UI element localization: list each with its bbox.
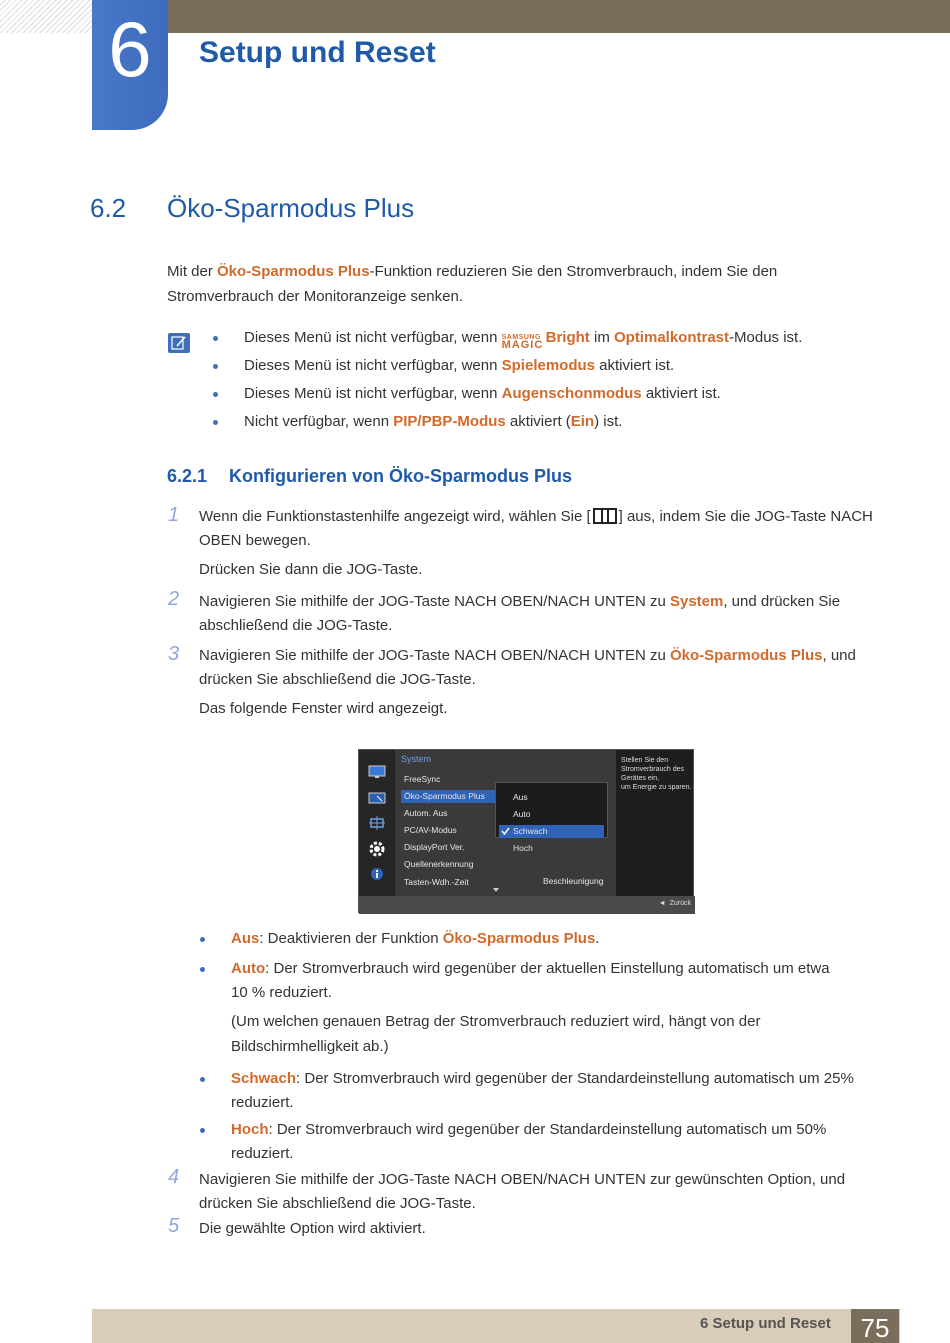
note-4-post: ) ist. [594, 413, 623, 430]
note-3 [244, 381, 721, 406]
option-schwach-text: : Der Stromverbrauch wird gegenüber der Standardeinstellung automatisch um 25% [296, 1070, 854, 1087]
bullet-icon [200, 937, 205, 942]
magic-top: SAMSUNG [501, 334, 541, 341]
note-4-hl2: Ein [570, 413, 595, 430]
page-number: 75 [860, 1313, 890, 1343]
note-icon [168, 333, 190, 353]
bullet-icon [200, 1128, 205, 1133]
bullet-icon [200, 967, 205, 972]
check-icon [501, 827, 510, 835]
back-arrow-icon: ◄ [658, 900, 670, 907]
option-hoch [231, 1117, 826, 1142]
step-3-line-2: drücken Sie abschließend die JOG-Taste. [199, 671, 476, 688]
step-4-line-2: drücken Sie abschließend die JOG-Taste. [199, 1195, 476, 1212]
step-5-line-1: Die gewählte Option wird aktiviert. [199, 1220, 426, 1237]
osd-item[interactable]: FreeSync [404, 774, 441, 784]
step-2-hl: System [669, 593, 724, 610]
note-4-pre: Nicht verfügbar, wenn [244, 413, 394, 430]
note-1-hl1: Bright [545, 329, 590, 346]
option-aus-text: : Deaktivieren der Funktion [259, 930, 443, 947]
section-title: Öko-Sparmodus Plus [167, 193, 415, 223]
option-auto-line-3: (Um welchen genauen Betrag der Stromverbrauch reduziert wird, hängt von der [231, 1013, 761, 1030]
step-3-hl: Öko-Sparmodus Plus [669, 647, 823, 664]
osd-bottom-bar [359, 896, 695, 914]
option-hoch-label: Hoch [231, 1121, 269, 1138]
note-1-post: -Modus ist. [729, 329, 803, 346]
option-aus-hl: Öko-Sparmodus Plus [442, 930, 596, 947]
step-4-number: 4 [168, 1166, 180, 1188]
osd-menu-title: System [401, 754, 432, 764]
note-3-post: aktiviert ist. [641, 385, 721, 402]
picture-icon [368, 765, 386, 779]
screen-icon [368, 792, 386, 806]
note-2-pre: Dieses Menü ist nicht verfügbar, wenn [244, 357, 502, 374]
note-2 [244, 353, 674, 378]
osd-item[interactable]: Autom. Aus [404, 808, 448, 818]
osd-item[interactable]: Quellenerkennung [404, 859, 474, 869]
step-2-pre: Navigieren Sie mithilfe der JOG-Taste NACH OBEN/NACH UNTEN zu [199, 593, 670, 610]
chapter-tab [92, 0, 168, 130]
info-icon [368, 867, 386, 881]
option-auto-text: : Der Stromverbrauch wird gegenüber der aktuellen Einstellung automatisch um etwa [265, 960, 830, 977]
bullet-icon [213, 336, 218, 341]
osd-item[interactable]: PC/AV-Modus [404, 825, 457, 835]
note-3-hl1: Augenschonmodus [501, 385, 642, 402]
osd-back-label: Zurück [669, 900, 691, 907]
page-number-box [851, 1309, 899, 1343]
intro-pre: Mit der [167, 263, 218, 280]
option-aus-label: Aus [231, 930, 260, 947]
subsection-title: Konfigurieren von Öko-Sparmodus Plus [229, 466, 573, 486]
option-auto-line-4: Bildschirmhelligkeit ab.) [231, 1038, 389, 1055]
step-3-line-3: Das folgende Fenster wird angezeigt. [199, 700, 448, 717]
osd-help-line: Stromverbrauch des [621, 766, 685, 773]
intro-line-1 [167, 259, 777, 284]
osd-screenshot [358, 749, 694, 913]
option-auto-label: Auto [231, 960, 266, 977]
scroll-down-icon [493, 888, 499, 892]
intro-post: -Funktion reduzieren Sie den Stromverbrauch, indem Sie den [369, 263, 778, 280]
note-3-pre: Dieses Menü ist nicht verfügbar, wenn [244, 385, 502, 402]
option-schwach [231, 1066, 854, 1091]
option-aus [231, 926, 599, 951]
section-number: 6.2 [90, 193, 127, 223]
note-2-hl1: Spielemodus [501, 357, 595, 374]
step-1-number: 1 [168, 504, 180, 526]
step-2-line-1 [199, 589, 840, 614]
osd-item[interactable]: DisplayPort Ver. [404, 842, 465, 852]
step-2-line-2: abschließend die JOG-Taste. [199, 617, 393, 634]
osd-item[interactable]: Tasten-Wdh.-Zeit [404, 877, 469, 887]
header-hatch [0, 0, 92, 33]
option-schwach-line-2: reduziert. [231, 1094, 294, 1111]
osd-icon-column [359, 750, 395, 896]
step-2-post: , und drücken Sie [723, 593, 841, 610]
header-bar [168, 0, 950, 33]
step-2-number: 2 [168, 588, 180, 610]
note-2-post: aktiviert ist. [595, 357, 675, 374]
osd-option[interactable]: Auto [513, 809, 531, 819]
osd-help-line: um Energie zu sparen. [621, 784, 692, 791]
osd-option[interactable]: Hoch [513, 843, 533, 853]
step-1-pre: Wenn die Funktionstastenhilfe angezeigt wird, wählen Sie [ [199, 508, 591, 525]
option-auto-line-2: 10 % reduziert. [231, 984, 332, 1001]
osd-option[interactable]: Aus [513, 792, 528, 802]
option-schwach-label: Schwach [231, 1070, 297, 1087]
osd-item[interactable]: Öko-Sparmodus Plus [404, 791, 485, 801]
osd-help-text [621, 756, 693, 792]
bullet-icon [213, 364, 218, 369]
size-position-icon [368, 816, 386, 830]
osd-back-button[interactable] [659, 900, 691, 907]
note-4 [244, 409, 622, 434]
note-4-mid: aktiviert ( [505, 413, 571, 430]
option-aus-end: . [595, 930, 600, 947]
step-1-line-2: OBEN bewegen. [199, 532, 311, 549]
step-1-post: ] aus, indem Sie die JOG-Taste NACH [618, 508, 873, 525]
bullet-icon [213, 420, 218, 425]
step-3-line-1 [199, 643, 856, 668]
step-3-pre: Navigieren Sie mithilfe der JOG-Taste NACH OBEN/NACH UNTEN zu [199, 647, 670, 664]
osd-extra-value: Beschleunigung [543, 876, 604, 886]
step-5-number: 5 [168, 1215, 180, 1237]
note-1 [244, 325, 802, 350]
step-1-line-3: Drücken Sie dann die JOG-Taste. [199, 561, 423, 578]
note-1-pre: Dieses Menü ist nicht verfügbar, wenn [244, 329, 502, 346]
subsection-number: 6.2.1 [167, 466, 208, 486]
step-1-line-1 [199, 504, 873, 529]
osd-help-line: Gerätes ein, [621, 775, 660, 782]
samsung-magic-logo [501, 328, 546, 351]
step-3-post: , und [822, 647, 856, 664]
note-1-hl2: Optimalkontrast [613, 329, 730, 346]
menu-key-icon [593, 508, 617, 524]
option-auto [231, 956, 830, 981]
gear-icon [368, 840, 386, 858]
step-3-number: 3 [168, 643, 180, 665]
step-4-line-1: Navigieren Sie mithilfe der JOG-Taste NACH OBEN/NACH UNTEN zur gewünschten Option, und [199, 1171, 846, 1188]
chapter-title: Setup und Reset [199, 36, 436, 69]
magic-bottom: MAGIC [501, 339, 544, 351]
footer-chapter: 6 Setup und Reset [700, 1315, 831, 1332]
option-hoch-text: : Der Stromverbrauch wird gegenüber der Standardeinstellung automatisch um 50% [268, 1121, 827, 1138]
note-4-hl1: PIP/PBP-Modus [393, 413, 506, 430]
osd-help-line: Stellen Sie den [621, 757, 669, 764]
intro-line-2: Stromverbrauch der Monitoranzeige senken. [167, 288, 463, 305]
option-hoch-line-2: reduziert. [231, 1145, 294, 1162]
bullet-icon [200, 1077, 205, 1082]
osd-option[interactable]: Schwach [513, 826, 548, 836]
intro-highlight: Öko-Sparmodus Plus [217, 263, 370, 280]
note-1-mid: im [589, 329, 614, 346]
bullet-icon [213, 392, 218, 397]
chapter-number: 6 [108, 5, 152, 93]
